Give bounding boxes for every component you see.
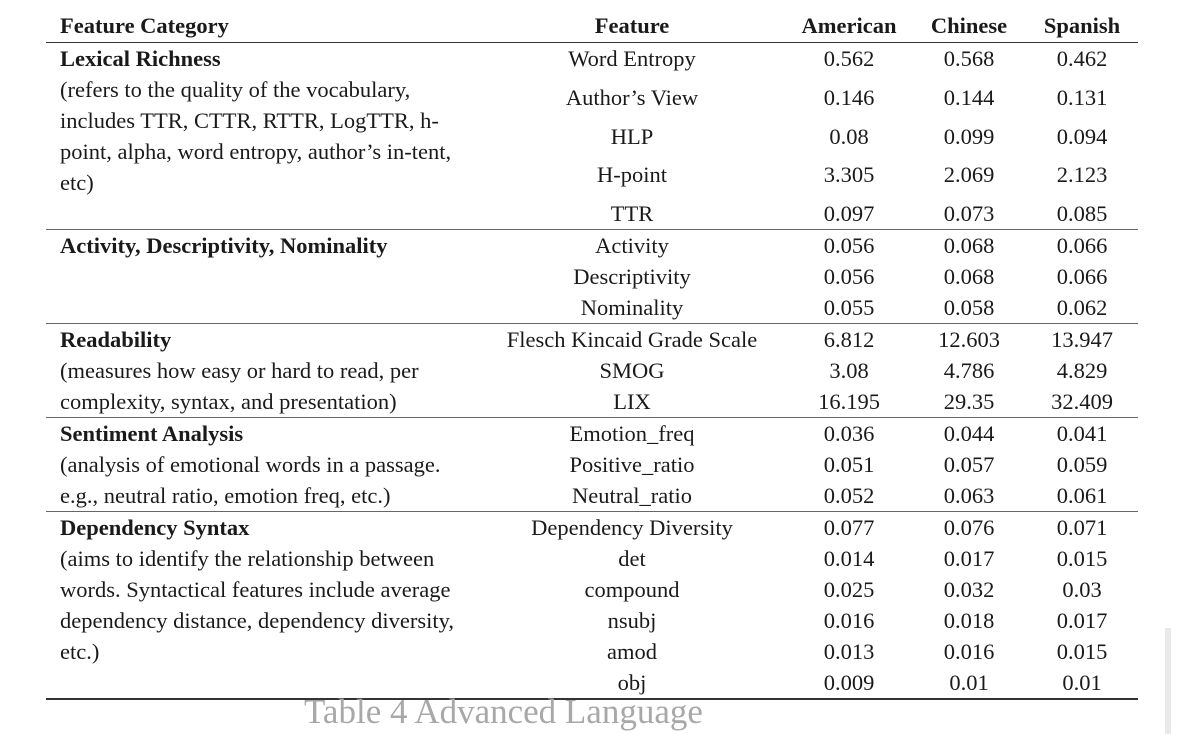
chinese-value-cell: 0.063 xyxy=(943,483,995,508)
category-cell xyxy=(46,324,478,418)
chinese-value-cell: 0.068 xyxy=(943,233,995,258)
american-value-cell: 6.812 xyxy=(823,327,875,352)
chinese-value-cell: 0.099 xyxy=(943,123,995,149)
table-row xyxy=(46,43,1138,82)
category-description: (measures how easy or hard to read, per complexity, syntax, and presentation) xyxy=(60,358,419,414)
feature-cell: TTR xyxy=(610,201,654,226)
header-spanish: Spanish xyxy=(1043,13,1121,38)
spanish-value-cell: 0.071 xyxy=(1056,515,1108,540)
feature-cell: Author’s View xyxy=(565,84,699,110)
spanish-value-cell: 0.059 xyxy=(1056,452,1108,477)
american-value-cell: 0.016 xyxy=(823,608,875,633)
spanish-value-cell: 0.061 xyxy=(1056,483,1108,508)
spanish-value-cell: 0.131 xyxy=(1056,84,1108,110)
header-row xyxy=(46,10,1138,43)
feature-table-container xyxy=(46,10,1138,700)
spanish-value-cell: 0.462 xyxy=(1056,46,1108,71)
american-value-cell: 3.08 xyxy=(829,358,869,383)
chinese-value-cell: 4.786 xyxy=(943,358,995,383)
chinese-value-cell: 12.603 xyxy=(938,327,1000,352)
table-row xyxy=(46,418,1138,450)
chinese-value-cell: 0.01 xyxy=(949,670,989,695)
category-title: Sentiment Analysis xyxy=(60,421,244,446)
chinese-value-cell: 0.144 xyxy=(943,84,995,110)
spanish-value-cell: 0.066 xyxy=(1056,233,1108,258)
spanish-value-cell: 13.947 xyxy=(1051,327,1113,352)
table-row xyxy=(46,198,1138,230)
spanish-value-cell: 0.041 xyxy=(1056,421,1108,446)
feature-cell: LIX xyxy=(613,389,651,414)
chinese-value-cell: 0.032 xyxy=(943,577,995,602)
scrollbar-track[interactable] xyxy=(1165,628,1171,734)
american-value-cell: 0.077 xyxy=(823,515,875,540)
chinese-value-cell: 0.057 xyxy=(943,452,995,477)
spanish-value-cell: 0.066 xyxy=(1056,264,1108,289)
spanish-value-cell: 0.03 xyxy=(1062,577,1102,602)
american-value-cell: 0.051 xyxy=(823,452,875,477)
category-description: (refers to the quality of the vocabulary, includes TTR, CTTR, RTTR, LogTTR, h-point, alpha, word entropy, author’s in-tent, etc) xyxy=(60,77,452,195)
feature-cell: nsubj xyxy=(607,608,657,633)
category-cell xyxy=(46,230,478,324)
category-description: (aims to identify the relationship between words. Syntactical features include average dependency distance, dependency diversity, etc.) xyxy=(60,546,455,664)
american-value-cell: 0.014 xyxy=(823,546,875,571)
chinese-value-cell: 0.018 xyxy=(943,608,995,633)
american-value-cell: 16.195 xyxy=(818,389,880,414)
american-value-cell: 0.056 xyxy=(823,233,875,258)
feature-cell: Flesch Kincaid Grade Scale xyxy=(506,327,758,352)
american-value-cell: 0.013 xyxy=(823,639,875,664)
category-cell-empty xyxy=(46,198,478,230)
category-cell xyxy=(46,418,478,512)
header-feature-category: Feature Category xyxy=(60,13,229,38)
table-row xyxy=(46,324,1138,356)
feature-table xyxy=(46,10,1138,700)
table-body xyxy=(46,43,1138,700)
american-value-cell: 0.056 xyxy=(823,264,875,289)
american-value-cell: 0.052 xyxy=(823,483,875,508)
feature-cell: SMOG xyxy=(599,358,665,383)
spanish-value-cell: 2.123 xyxy=(1056,162,1108,188)
feature-cell: amod xyxy=(607,639,657,664)
feature-cell: obj xyxy=(617,670,647,695)
category-title: Readability xyxy=(60,327,172,352)
american-value-cell: 0.562 xyxy=(823,46,875,71)
spanish-value-cell: 4.829 xyxy=(1056,358,1108,383)
chinese-value-cell: 0.073 xyxy=(943,201,995,226)
spanish-value-cell: 0.094 xyxy=(1056,123,1108,149)
spanish-value-cell: 0.085 xyxy=(1056,201,1108,226)
category-title: Activity, Descriptivity, Nominality xyxy=(60,233,388,258)
american-value-cell: 0.055 xyxy=(823,295,875,320)
chinese-value-cell: 29.35 xyxy=(943,389,995,414)
header-chinese: Chinese xyxy=(930,13,1008,38)
feature-cell: H-point xyxy=(597,162,667,188)
category-cell xyxy=(46,43,478,199)
feature-cell: Word Entropy xyxy=(568,46,696,71)
chinese-value-cell: 0.058 xyxy=(943,295,995,320)
feature-cell: Dependency Diversity xyxy=(531,515,733,540)
american-value-cell: 0.025 xyxy=(823,577,875,602)
feature-cell: Emotion_freq xyxy=(569,421,695,446)
header-american: American xyxy=(801,13,897,38)
category-title: Dependency Syntax xyxy=(60,515,250,540)
chinese-value-cell: 0.017 xyxy=(943,546,995,571)
feature-cell: Nominality xyxy=(580,295,684,320)
spanish-value-cell: 0.062 xyxy=(1056,295,1108,320)
feature-cell: Activity xyxy=(595,233,669,258)
category-description: (analysis of emotional words in a passage. e.g., neutral ratio, emotion freq, etc.) xyxy=(60,452,441,508)
spanish-value-cell: 0.015 xyxy=(1056,546,1108,571)
spanish-value-cell: 0.01 xyxy=(1062,670,1102,695)
chinese-value-cell: 2.069 xyxy=(943,162,995,188)
table-row xyxy=(46,230,1138,262)
chinese-value-cell: 0.068 xyxy=(943,264,995,289)
chinese-value-cell: 0.076 xyxy=(943,515,995,540)
table-caption: Table 4 Advanced Language xyxy=(304,692,703,731)
category-title: Lexical Richness xyxy=(60,46,221,71)
american-value-cell: 0.146 xyxy=(823,84,875,110)
feature-cell: compound xyxy=(584,577,680,602)
american-value-cell: 3.305 xyxy=(823,162,875,188)
spanish-value-cell: 0.015 xyxy=(1056,639,1108,664)
american-value-cell: 0.08 xyxy=(829,123,869,149)
spanish-value-cell: 0.017 xyxy=(1056,608,1108,633)
header-feature: Feature xyxy=(594,13,670,38)
table-row xyxy=(46,512,1138,544)
chinese-value-cell: 0.044 xyxy=(943,421,995,446)
spanish-value-cell: 32.409 xyxy=(1051,389,1113,414)
category-cell xyxy=(46,512,478,700)
chinese-value-cell: 0.568 xyxy=(943,46,995,71)
feature-cell: Neutral_ratio xyxy=(572,483,692,508)
feature-cell: HLP xyxy=(610,123,654,149)
feature-cell: det xyxy=(618,546,646,571)
american-value-cell: 0.009 xyxy=(823,670,875,695)
chinese-value-cell: 0.016 xyxy=(943,639,995,664)
american-value-cell: 0.036 xyxy=(823,421,875,446)
feature-cell: Descriptivity xyxy=(573,264,691,289)
american-value-cell: 0.097 xyxy=(823,201,875,226)
feature-cell: Positive_ratio xyxy=(569,452,695,477)
